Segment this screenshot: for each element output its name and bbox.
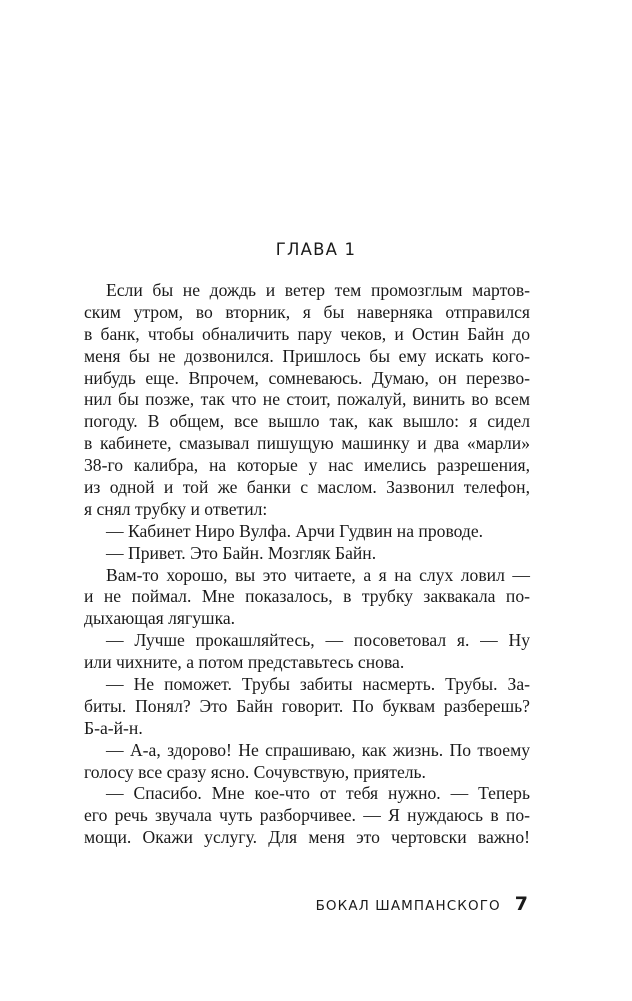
text-line: нибудь еще. Впрочем, сомневаюсь. Думаю, он перезво-	[84, 367, 530, 388]
text-line: я снял трубку и ответил:	[84, 498, 268, 519]
text-line: погоду. В общем, все вышло так, как вышло: я сидел	[84, 411, 530, 432]
text-line: Если бы не дождь и ветер тем промозглым мартов-	[106, 280, 530, 300]
text-line: нил бы позже, так что не стоит, пожалуй, винить во всем	[84, 389, 530, 410]
text-line: дыхающая лягушка.	[84, 608, 236, 629]
page-number: 7	[514, 893, 528, 915]
text-line: 38-го калибра, на которые у нас имелись разрешения,	[84, 455, 530, 476]
text-line: мощи. Окажи услугу. Для меня это чертовски важно!	[84, 827, 530, 848]
text-line: ским утром, во вторник, я бы наверняка отправился	[84, 301, 530, 322]
text-line: — Не поможет. Трубы забиты насмерть. Трубы. За-	[106, 674, 530, 695]
page-footer	[316, 893, 528, 915]
text-line: — Лучше прокашляйтесь, — посоветовал я. — Ну	[106, 630, 530, 651]
text-line: — Привет. Это Байн. Мозгляк Байн.	[106, 542, 377, 563]
text-line: — Кабинет Ниро Вулфа. Арчи Гудвин на проводе.	[106, 520, 484, 541]
text-line: — А-а, здорово! Не спрашиваю, как жизнь. По твоему	[106, 739, 530, 760]
text-line: меня бы не дозвонился. Пришлось бы ему искать кого-	[84, 345, 530, 366]
running-title: БОКАЛ ШАМПАНСКОГО	[315, 898, 501, 914]
text-line: из одной и той же банки с маслом. Зазвонил телефон,	[84, 477, 530, 498]
text-line: голосу все сразу ясно. Сочувствую, приятель.	[84, 761, 426, 782]
text-line: в кабинете, смазывал пишущую машинку и два «марли»	[84, 433, 530, 454]
text-line: его речь звучала чуть разборчивее. — Я нуждаюсь в по-	[84, 805, 530, 826]
text-line: биты. Понял? Это Байн говорит. По буквам разберешь?	[84, 695, 530, 716]
chapter-title: ГЛАВА 1	[275, 240, 357, 259]
text-line: или чихните, а потом представьтесь снова.	[84, 652, 405, 673]
text-line: — Спасибо. Мне кое-что от тебя нужно. — Теперь	[106, 783, 530, 804]
text-line: Вам-то хорошо, вы это читаете, а я на слух ловил —	[106, 564, 530, 585]
text-line: Б-а-й-н.	[84, 717, 143, 738]
body-text	[84, 280, 530, 849]
text-line: в банк, чтобы обналичить пару чеков, и Остин Байн до	[84, 323, 530, 344]
text-line: и не поймал. Мне показалось, в трубку заквакала по-	[84, 586, 530, 607]
